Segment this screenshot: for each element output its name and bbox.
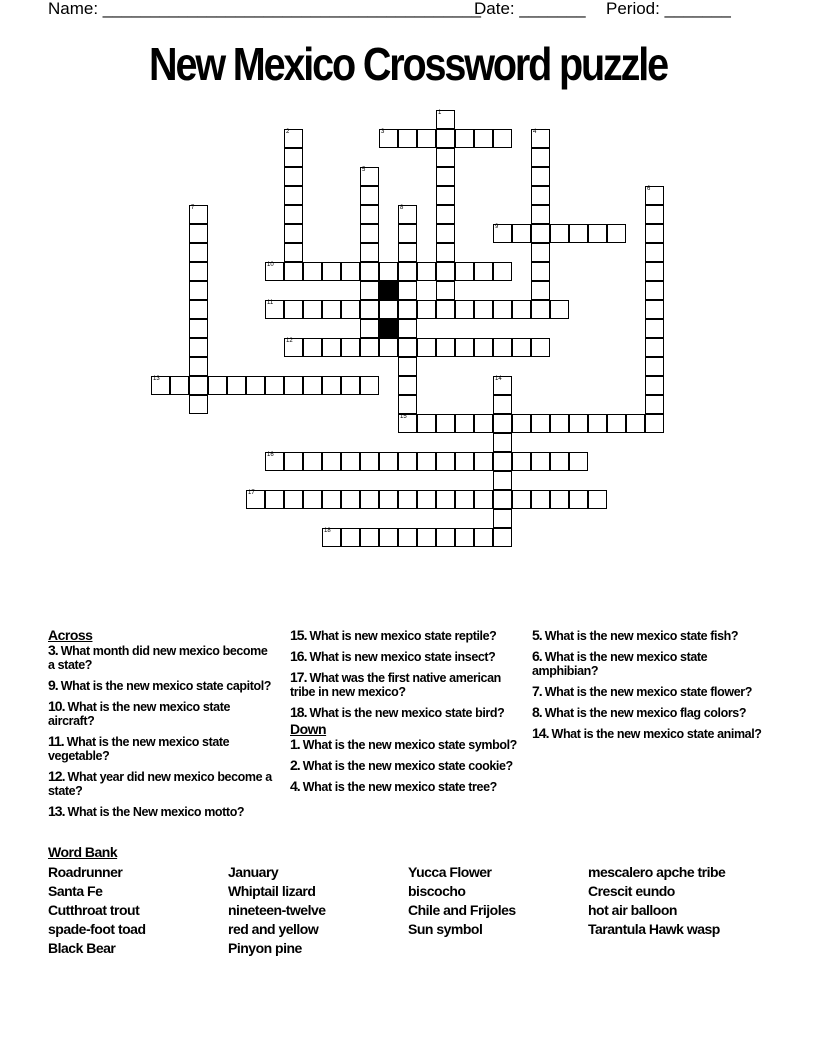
word-bank-item: nineteen-twelve <box>228 902 326 918</box>
grid-cell[interactable] <box>455 452 474 471</box>
grid-cell[interactable] <box>493 528 512 547</box>
grid-cell[interactable] <box>645 376 664 395</box>
grid-cell[interactable] <box>322 452 341 471</box>
grid-cell[interactable] <box>398 243 417 262</box>
grid-cell[interactable] <box>170 376 189 395</box>
grid-cell[interactable] <box>550 452 569 471</box>
grid-cell[interactable] <box>379 490 398 509</box>
grid-cell[interactable] <box>360 528 379 547</box>
word-bank-column-3 <box>408 863 516 939</box>
grid-cell[interactable] <box>436 452 455 471</box>
word-bank-title: Word Bank <box>48 844 118 860</box>
grid-cell[interactable] <box>588 490 607 509</box>
grid-cell[interactable] <box>398 129 417 148</box>
grid-cell[interactable] <box>436 414 455 433</box>
grid-cell[interactable] <box>531 224 550 243</box>
grid-cell[interactable] <box>284 186 303 205</box>
grid-cell[interactable] <box>341 300 360 319</box>
grid-cell[interactable] <box>436 110 455 129</box>
grid-cell[interactable] <box>189 338 208 357</box>
grid-cell[interactable] <box>474 490 493 509</box>
grid-cell[interactable] <box>360 376 379 395</box>
grid-cell[interactable] <box>417 490 436 509</box>
grid-cell[interactable] <box>341 452 360 471</box>
word-bank-item: Santa Fe <box>48 883 103 899</box>
clue-number: 17 <box>248 490 255 496</box>
grid-cell[interactable] <box>474 414 493 433</box>
grid-cell[interactable] <box>493 129 512 148</box>
grid-cell[interactable] <box>189 205 208 224</box>
grid-cell[interactable] <box>360 490 379 509</box>
grid-cell[interactable] <box>379 338 398 357</box>
grid-cell[interactable] <box>379 300 398 319</box>
grid-cell[interactable] <box>303 338 322 357</box>
grid-cell[interactable] <box>189 262 208 281</box>
grid-cell[interactable] <box>531 148 550 167</box>
grid-cell[interactable] <box>531 262 550 281</box>
across-clue-17: 17. What was the first native american tribe in new mexico? <box>290 669 501 699</box>
grid-cell[interactable] <box>569 414 588 433</box>
grid-cell[interactable] <box>550 224 569 243</box>
grid-cell[interactable] <box>189 376 208 395</box>
clue-number: 7 <box>191 205 195 211</box>
grid-cell[interactable] <box>284 490 303 509</box>
grid-cell[interactable] <box>607 414 626 433</box>
grid-cell[interactable] <box>436 224 455 243</box>
grid-cell[interactable] <box>436 243 455 262</box>
grid-cell[interactable] <box>493 414 512 433</box>
grid-cell[interactable] <box>493 338 512 357</box>
grid-cell[interactable] <box>398 452 417 471</box>
grid-cell[interactable] <box>341 528 360 547</box>
period-field[interactable]: Period: _______ <box>606 0 731 18</box>
grid-cell[interactable] <box>550 490 569 509</box>
grid-cell[interactable] <box>246 376 265 395</box>
grid-cell[interactable] <box>284 243 303 262</box>
grid-cell[interactable] <box>474 129 493 148</box>
down-clue-4: 4. What is the new mexico state tree? <box>290 778 497 794</box>
grid-cell[interactable] <box>531 300 550 319</box>
grid-cell[interactable] <box>493 433 512 452</box>
grid-block <box>379 281 398 300</box>
grid-cell[interactable] <box>303 300 322 319</box>
grid-cell[interactable] <box>398 338 417 357</box>
grid-cell[interactable] <box>645 395 664 414</box>
grid-cell[interactable] <box>550 300 569 319</box>
clue-number: 2 <box>286 129 290 135</box>
grid-cell[interactable] <box>531 205 550 224</box>
grid-cell[interactable] <box>360 338 379 357</box>
word-bank-item: Sun symbol <box>408 921 483 937</box>
grid-cell[interactable] <box>493 452 512 471</box>
grid-cell[interactable] <box>322 490 341 509</box>
word-bank-item: Yucca Flower <box>408 864 492 880</box>
grid-cell[interactable] <box>284 167 303 186</box>
grid-cell[interactable] <box>398 319 417 338</box>
grid-cell[interactable] <box>360 281 379 300</box>
word-bank-item: mescalero apche tribe <box>588 864 726 880</box>
grid-cell[interactable] <box>246 490 265 509</box>
grid-cell[interactable] <box>265 262 284 281</box>
name-field[interactable]: Name: ________________________________________ <box>48 0 481 18</box>
grid-cell[interactable] <box>189 224 208 243</box>
down-clue-8: 8. What is the new mexico flag colors? <box>532 704 747 720</box>
grid-cell[interactable] <box>379 129 398 148</box>
grid-cell[interactable] <box>189 357 208 376</box>
grid-cell[interactable] <box>417 452 436 471</box>
clue-number: 12 <box>286 338 293 344</box>
grid-cell[interactable] <box>303 490 322 509</box>
grid-cell[interactable] <box>398 281 417 300</box>
across-clue-11: 11. What is the new mexico state vegetable? <box>48 733 230 763</box>
grid-cell[interactable] <box>284 224 303 243</box>
grid-cell[interactable] <box>265 300 284 319</box>
grid-cell[interactable] <box>436 281 455 300</box>
grid-cell[interactable] <box>493 376 512 395</box>
grid-cell[interactable] <box>512 490 531 509</box>
clue-number: 18 <box>324 528 331 534</box>
grid-cell[interactable] <box>417 338 436 357</box>
grid-cell[interactable] <box>493 490 512 509</box>
grid-cell[interactable] <box>322 262 341 281</box>
grid-cell[interactable] <box>531 129 550 148</box>
grid-cell[interactable] <box>531 338 550 357</box>
grid-cell[interactable] <box>645 205 664 224</box>
grid-cell[interactable] <box>398 490 417 509</box>
grid-cell[interactable] <box>455 129 474 148</box>
grid-cell[interactable] <box>493 471 512 490</box>
word-bank-item: Roadrunner <box>48 864 123 880</box>
grid-cell[interactable] <box>417 129 436 148</box>
grid-cell[interactable] <box>569 452 588 471</box>
grid-cell[interactable] <box>398 300 417 319</box>
grid-cell[interactable] <box>322 528 341 547</box>
grid-cell[interactable] <box>398 528 417 547</box>
across-clue-10: 10. What is the new mexico state aircraft? <box>48 698 231 728</box>
grid-cell[interactable] <box>417 300 436 319</box>
grid-cell[interactable] <box>284 300 303 319</box>
word-bank-item: Pinyon pine <box>228 940 302 956</box>
grid-cell[interactable] <box>360 205 379 224</box>
grid-cell[interactable] <box>436 300 455 319</box>
grid-cell[interactable] <box>341 490 360 509</box>
word-bank-item: January <box>228 864 279 880</box>
grid-cell[interactable] <box>436 205 455 224</box>
grid-cell[interactable] <box>360 224 379 243</box>
grid-cell[interactable] <box>493 300 512 319</box>
grid-cell[interactable] <box>360 452 379 471</box>
grid-cell[interactable] <box>531 414 550 433</box>
grid-cell[interactable] <box>284 452 303 471</box>
grid-cell[interactable] <box>493 262 512 281</box>
grid-cell[interactable] <box>550 414 569 433</box>
grid-cell[interactable] <box>436 167 455 186</box>
grid-cell[interactable] <box>436 490 455 509</box>
grid-cell[interactable] <box>645 357 664 376</box>
grid-cell[interactable] <box>360 319 379 338</box>
grid-cell[interactable] <box>588 224 607 243</box>
across-clue-18: 18. What is the new mexico state bird? <box>290 704 505 720</box>
across-heading: Across <box>48 627 93 643</box>
grid-cell[interactable] <box>189 300 208 319</box>
word-bank-column-2 <box>228 863 326 958</box>
down-clue-6: 6. What is the new mexico state amphibian? <box>532 648 708 678</box>
grid-cell[interactable] <box>379 452 398 471</box>
grid-cell[interactable] <box>474 300 493 319</box>
grid-cell[interactable] <box>284 148 303 167</box>
grid-cell[interactable] <box>588 414 607 433</box>
across-clue-3: 3. What month did new mexico become a state? <box>48 642 268 672</box>
word-bank-item: red and yellow <box>228 921 319 937</box>
word-bank-item: Crescit eundo <box>588 883 675 899</box>
word-bank-item: hot air balloon <box>588 902 677 918</box>
grid-block <box>379 319 398 338</box>
word-bank-column-1 <box>48 863 146 958</box>
clue-number: 6 <box>647 186 651 192</box>
grid-cell[interactable] <box>265 490 284 509</box>
grid-cell[interactable] <box>645 262 664 281</box>
grid-cell[interactable] <box>322 300 341 319</box>
grid-cell[interactable] <box>189 319 208 338</box>
down-clue-1: 1. What is the new mexico state symbol? <box>290 736 517 752</box>
grid-cell[interactable] <box>303 376 322 395</box>
down-clue-7: 7. What is the new mexico state flower? <box>532 683 752 699</box>
grid-cell[interactable] <box>531 281 550 300</box>
clue-number: 9 <box>495 224 499 230</box>
grid-cell[interactable] <box>303 262 322 281</box>
grid-cell[interactable] <box>645 300 664 319</box>
down-clue-14: 14. What is the new mexico state animal? <box>532 725 762 741</box>
grid-cell[interactable] <box>531 452 550 471</box>
grid-cell[interactable] <box>531 186 550 205</box>
grid-cell[interactable] <box>417 414 436 433</box>
grid-cell[interactable] <box>474 338 493 357</box>
grid-cell[interactable] <box>455 490 474 509</box>
grid-cell[interactable] <box>645 319 664 338</box>
clue-number: 3 <box>381 129 385 135</box>
grid-cell[interactable] <box>284 205 303 224</box>
grid-cell[interactable] <box>341 338 360 357</box>
grid-cell[interactable] <box>189 281 208 300</box>
word-bank-column-4 <box>588 863 725 939</box>
page-title: New Mexico Crossword puzzle <box>149 38 667 90</box>
grid-cell[interactable] <box>398 414 417 433</box>
grid-cell[interactable] <box>265 376 284 395</box>
grid-cell[interactable] <box>436 528 455 547</box>
grid-cell[interactable] <box>341 262 360 281</box>
grid-cell[interactable] <box>436 129 455 148</box>
grid-cell[interactable] <box>512 224 531 243</box>
grid-cell[interactable] <box>417 528 436 547</box>
grid-cell[interactable] <box>531 490 550 509</box>
across-clue-16: 16. What is new mexico state insect? <box>290 648 496 664</box>
grid-cell[interactable] <box>227 376 246 395</box>
word-bank-item: Whiptail lizard <box>228 883 316 899</box>
grid-cell[interactable] <box>455 300 474 319</box>
grid-cell[interactable] <box>645 224 664 243</box>
grid-cell[interactable] <box>493 395 512 414</box>
grid-cell[interactable] <box>436 338 455 357</box>
clue-number: 5 <box>362 167 366 173</box>
grid-cell[interactable] <box>417 262 436 281</box>
grid-cell[interactable] <box>284 338 303 357</box>
grid-cell[interactable] <box>398 205 417 224</box>
clue-number: 16 <box>267 452 274 458</box>
clue-column-3 <box>532 628 768 747</box>
grid-cell[interactable] <box>645 414 664 433</box>
down-clue-2: 2. What is the new mexico state cookie? <box>290 757 513 773</box>
grid-cell[interactable] <box>341 376 360 395</box>
grid-cell[interactable] <box>360 167 379 186</box>
across-clue-13: 13. What is the New mexico motto? <box>48 803 245 819</box>
clue-number: 11 <box>267 300 274 306</box>
grid-cell[interactable] <box>398 376 417 395</box>
grid-cell[interactable] <box>455 338 474 357</box>
grid-cell[interactable] <box>284 376 303 395</box>
clue-column-2 <box>290 628 518 800</box>
clue-number: 15 <box>400 414 407 420</box>
grid-cell[interactable] <box>493 509 512 528</box>
grid-cell[interactable] <box>493 224 512 243</box>
grid-cell[interactable] <box>360 186 379 205</box>
grid-cell[interactable] <box>360 262 379 281</box>
word-bank-item: Chile and Frijoles <box>408 902 516 918</box>
grid-cell[interactable] <box>645 186 664 205</box>
down-heading: Down <box>290 721 327 737</box>
grid-cell[interactable] <box>455 262 474 281</box>
grid-cell[interactable] <box>360 300 379 319</box>
grid-cell[interactable] <box>474 528 493 547</box>
grid-cell[interactable] <box>284 262 303 281</box>
grid-cell[interactable] <box>531 167 550 186</box>
grid-cell[interactable] <box>265 452 284 471</box>
clue-number: 14 <box>495 376 502 382</box>
grid-cell[interactable] <box>436 186 455 205</box>
grid-cell[interactable] <box>189 243 208 262</box>
grid-cell[interactable] <box>607 224 626 243</box>
clue-number: 13 <box>153 376 160 382</box>
grid-cell[interactable] <box>303 452 322 471</box>
word-bank-item: biscocho <box>408 883 466 899</box>
word-bank-item: Black Bear <box>48 940 116 956</box>
grid-cell[interactable] <box>455 414 474 433</box>
clue-number: 10 <box>267 262 274 268</box>
grid-cell[interactable] <box>455 528 474 547</box>
grid-cell[interactable] <box>645 281 664 300</box>
grid-cell[interactable] <box>379 528 398 547</box>
grid-cell[interactable] <box>436 262 455 281</box>
grid-cell[interactable] <box>436 148 455 167</box>
grid-cell[interactable] <box>379 262 398 281</box>
grid-cell[interactable] <box>284 129 303 148</box>
word-bank-item: Tarantula Hawk wasp <box>588 921 720 937</box>
down-clue-5: 5. What is the new mexico state fish? <box>532 627 739 643</box>
across-clue-12: 12. What year did new mexico become a state? <box>48 768 272 798</box>
grid-cell[interactable] <box>645 338 664 357</box>
grid-cell[interactable] <box>626 414 645 433</box>
grid-cell[interactable] <box>322 338 341 357</box>
clue-number: 1 <box>438 110 442 116</box>
across-clue-15: 15. What is new mexico state reptile? <box>290 627 497 643</box>
grid-cell[interactable] <box>474 452 493 471</box>
grid-cell[interactable] <box>569 490 588 509</box>
grid-cell[interactable] <box>322 376 341 395</box>
word-bank-item: Cutthroat trout <box>48 902 140 918</box>
grid-cell[interactable] <box>208 376 227 395</box>
grid-cell[interactable] <box>512 338 531 357</box>
grid-cell[interactable] <box>398 224 417 243</box>
grid-cell[interactable] <box>512 452 531 471</box>
grid-cell[interactable] <box>360 243 379 262</box>
grid-cell[interactable] <box>398 357 417 376</box>
clue-number: 8 <box>400 205 404 211</box>
grid-cell[interactable] <box>398 395 417 414</box>
grid-cell[interactable] <box>512 300 531 319</box>
grid-cell[interactable] <box>189 395 208 414</box>
grid-cell[interactable] <box>645 243 664 262</box>
word-bank-item: spade-foot toad <box>48 921 146 937</box>
across-clue-9: 9. What is the new mexico state capitol? <box>48 677 272 693</box>
grid-cell[interactable] <box>474 262 493 281</box>
date-field[interactable]: Date: _______ <box>474 0 586 18</box>
grid-cell[interactable] <box>531 243 550 262</box>
grid-cell[interactable] <box>398 262 417 281</box>
clue-column-1 <box>48 628 276 825</box>
grid-cell[interactable] <box>151 376 170 395</box>
grid-cell[interactable] <box>512 414 531 433</box>
clue-number: 4 <box>533 129 537 135</box>
grid-cell[interactable] <box>569 224 588 243</box>
